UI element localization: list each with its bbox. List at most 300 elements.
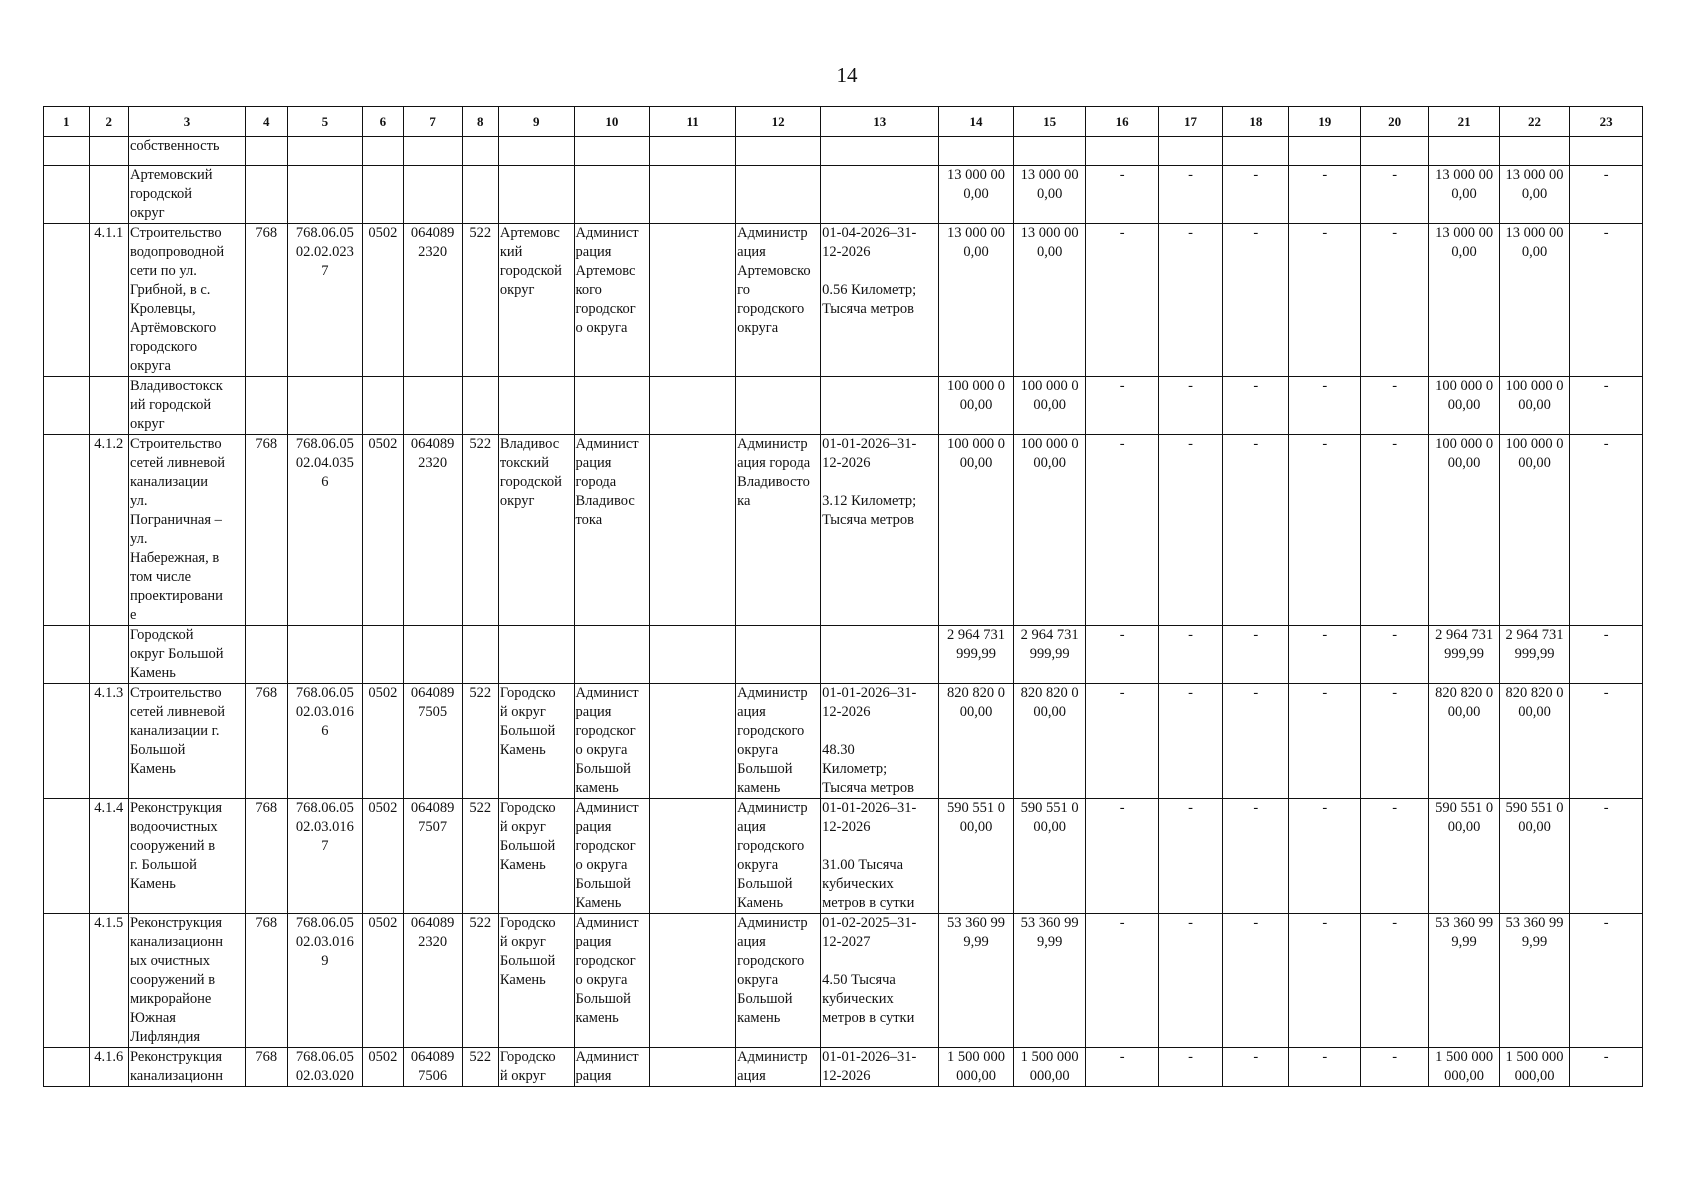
cell-customer bbox=[574, 377, 650, 435]
cell-dash-20-text: - bbox=[1392, 800, 1398, 816]
cell-col7 bbox=[403, 1048, 462, 1087]
cell-col1 bbox=[44, 137, 90, 166]
cell-dash-18 bbox=[1223, 799, 1289, 914]
cell-amount-21 bbox=[1429, 914, 1499, 1048]
cell-dash-20-text: - bbox=[1392, 915, 1398, 931]
cell-dash-17 bbox=[1158, 1048, 1222, 1087]
cell-dash-18 bbox=[1223, 914, 1289, 1048]
cell-col1 bbox=[44, 166, 90, 224]
cell-col23-text: - bbox=[1603, 378, 1609, 394]
group-row bbox=[44, 166, 1643, 224]
cell-dash-17-text: - bbox=[1188, 436, 1193, 452]
column-header: 17 bbox=[1158, 107, 1222, 137]
cell-amount-21 bbox=[1429, 137, 1499, 166]
cell-amount-22-text: 2 964 731 999,99 bbox=[1505, 627, 1564, 662]
cell-name-text: Владивостокск ий городской округ bbox=[129, 378, 223, 432]
cell-amount-21 bbox=[1429, 684, 1499, 799]
cell-name bbox=[128, 1048, 245, 1087]
cell-col7 bbox=[403, 435, 462, 626]
table-row bbox=[44, 224, 1643, 377]
cell-municipality-text: Городско й округ Большой Камень bbox=[499, 800, 556, 873]
cell-amount-14 bbox=[939, 914, 1014, 1048]
cell-amount-22 bbox=[1499, 435, 1569, 626]
cell-col4-text: 768 bbox=[255, 685, 278, 701]
cell-dash-16 bbox=[1086, 377, 1159, 435]
cell-municipality bbox=[498, 166, 574, 224]
cell-dash-18-text: - bbox=[1253, 378, 1259, 394]
cell-dash-16-text: - bbox=[1119, 800, 1125, 816]
cell-col8-text: 522 bbox=[469, 800, 492, 816]
cell-name-text: Реконструкция водоочистных сооружений в г. Большой Камень bbox=[129, 800, 223, 892]
cell-dash-20 bbox=[1360, 799, 1428, 914]
cell-name bbox=[128, 684, 245, 799]
cell-col7-text: 064089 7506 bbox=[410, 1049, 455, 1084]
cell-developer bbox=[736, 224, 821, 377]
column-header: 18 bbox=[1223, 107, 1289, 137]
table-row bbox=[44, 435, 1643, 626]
cell-amount-14 bbox=[939, 377, 1014, 435]
cell-period-capacity bbox=[821, 224, 939, 377]
cell-dash-17 bbox=[1158, 435, 1222, 626]
cell-number-text: 4.1.3 bbox=[94, 685, 124, 701]
column-header: 4 bbox=[246, 107, 287, 137]
cell-customer-text: Админист рация городског о округа Большой камень bbox=[575, 915, 639, 1026]
cell-municipality bbox=[498, 684, 574, 799]
cell-dash-19 bbox=[1289, 914, 1361, 1048]
cell-dash-18-text: - bbox=[1253, 225, 1259, 241]
cell-number bbox=[89, 166, 128, 224]
cell-customer bbox=[574, 684, 650, 799]
cell-col11 bbox=[650, 166, 736, 224]
cell-dash-20 bbox=[1360, 1048, 1428, 1087]
cell-col23-text: - bbox=[1603, 436, 1609, 452]
cell-col7-text: 064089 2320 bbox=[410, 915, 455, 950]
cell-dash-18 bbox=[1223, 224, 1289, 377]
table-row bbox=[44, 914, 1643, 1048]
cell-period-capacity-text: 01-01-2026–31- 12-2026 31.00 Тысяча кубических метров в сутки bbox=[822, 800, 917, 911]
cell-col11 bbox=[650, 684, 736, 799]
cell-amount-21-text: 100 000 0 00,00 bbox=[1435, 378, 1494, 413]
cell-code-text: 768.06.05 02.04.035 6 bbox=[295, 436, 354, 490]
cell-col4 bbox=[246, 377, 287, 435]
cell-number-text: 4.1.6 bbox=[94, 1049, 124, 1065]
budget-table bbox=[43, 106, 1643, 1087]
cell-col23 bbox=[1570, 377, 1643, 435]
cell-code-text: 768.06.05 02.02.023 7 bbox=[295, 225, 354, 279]
cell-customer bbox=[574, 137, 650, 166]
cell-col4 bbox=[246, 914, 287, 1048]
cell-dash-19-text: - bbox=[1322, 436, 1328, 452]
cell-dash-20-text: - bbox=[1392, 378, 1398, 394]
cell-amount-15-text: 590 551 0 00,00 bbox=[1020, 800, 1079, 835]
cell-col23-text: - bbox=[1603, 1049, 1609, 1065]
cell-code-text: 768.06.05 02.03.016 6 bbox=[295, 685, 354, 739]
cell-name-text: Строительство сетей ливневой канализации ул. Пограничная – ул. Набережная, в том числе проектировани е bbox=[129, 436, 225, 623]
cell-developer bbox=[736, 166, 821, 224]
cell-col4 bbox=[246, 166, 287, 224]
cell-period-capacity-text: 01-01-2026–31- 12-2026 3.12 Километр; Тысяча метров bbox=[822, 436, 917, 528]
cell-amount-14 bbox=[939, 166, 1014, 224]
cell-dash-18-text: - bbox=[1253, 627, 1259, 643]
cell-dash-16-text: - bbox=[1119, 1049, 1125, 1065]
cell-municipality-text: Городско й округ Большой Камень bbox=[499, 915, 556, 988]
cell-col8 bbox=[462, 137, 498, 166]
cell-col7 bbox=[403, 914, 462, 1048]
cell-dash-20-text: - bbox=[1392, 685, 1398, 701]
column-header: 12 bbox=[736, 107, 821, 137]
cell-name-text: Артемовский городской округ bbox=[129, 167, 213, 221]
cell-col4 bbox=[246, 684, 287, 799]
cell-period-capacity bbox=[821, 166, 939, 224]
cell-number-text: 4.1.1 bbox=[94, 225, 124, 241]
cell-col4-text: 768 bbox=[255, 1049, 278, 1065]
cell-developer bbox=[736, 684, 821, 799]
cell-amount-14 bbox=[939, 224, 1014, 377]
cell-amount-22 bbox=[1499, 166, 1569, 224]
cell-developer bbox=[736, 914, 821, 1048]
cell-col6 bbox=[363, 914, 403, 1048]
cell-col11 bbox=[650, 799, 736, 914]
cell-amount-21-text: 13 000 00 0,00 bbox=[1435, 225, 1494, 260]
cell-amount-22 bbox=[1499, 914, 1569, 1048]
cell-col1 bbox=[44, 224, 90, 377]
column-header: 8 bbox=[462, 107, 498, 137]
cell-amount-14-text: 53 360 99 9,99 bbox=[947, 915, 1006, 950]
column-header: 21 bbox=[1429, 107, 1499, 137]
column-header: 5 bbox=[287, 107, 363, 137]
cell-dash-20-text: - bbox=[1392, 627, 1398, 643]
cell-dash-20 bbox=[1360, 626, 1428, 684]
cell-dash-19 bbox=[1289, 799, 1361, 914]
cell-dash-18-text: - bbox=[1253, 436, 1259, 452]
cell-col8 bbox=[462, 1048, 498, 1087]
cell-dash-20-text: - bbox=[1392, 225, 1398, 241]
cell-dash-18 bbox=[1223, 435, 1289, 626]
cell-col23 bbox=[1570, 435, 1643, 626]
cell-municipality bbox=[498, 435, 574, 626]
cell-amount-15-text: 13 000 00 0,00 bbox=[1020, 225, 1079, 260]
cell-col23 bbox=[1570, 684, 1643, 799]
cell-col4-text: 768 bbox=[255, 800, 278, 816]
cell-amount-22-text: 100 000 0 00,00 bbox=[1505, 436, 1564, 471]
cell-developer-text: Администр ация городского округа Большой камень bbox=[737, 685, 808, 796]
column-header: 6 bbox=[363, 107, 403, 137]
cell-number bbox=[89, 377, 128, 435]
cell-dash-20-text: - bbox=[1392, 1049, 1398, 1065]
cell-amount-15 bbox=[1013, 137, 1086, 166]
cell-amount-15 bbox=[1013, 626, 1086, 684]
cell-dash-19 bbox=[1289, 435, 1361, 626]
cell-col6-text: 0502 bbox=[368, 225, 398, 241]
cell-dash-19 bbox=[1289, 1048, 1361, 1087]
cell-dash-17-text: - bbox=[1188, 167, 1193, 183]
cell-amount-15 bbox=[1013, 435, 1086, 626]
cell-name-text: Строительство сетей ливневой канализации г. Большой Камень bbox=[129, 685, 225, 777]
cell-developer bbox=[736, 435, 821, 626]
cell-customer-text: Админист рация bbox=[575, 1049, 639, 1084]
cell-code bbox=[287, 435, 363, 626]
cell-col6-text: 0502 bbox=[368, 800, 398, 816]
cell-municipality bbox=[498, 1048, 574, 1087]
cell-customer-text: Админист рация городског о округа Большой Камень bbox=[575, 800, 639, 911]
cell-customer bbox=[574, 914, 650, 1048]
cell-name-text: Реконструкция канализационн ых очистных сооружений в микрорайоне Южная Лифляндия bbox=[129, 915, 224, 1045]
cell-col8 bbox=[462, 224, 498, 377]
cell-amount-22 bbox=[1499, 137, 1569, 166]
cell-dash-17 bbox=[1158, 914, 1222, 1048]
cell-number-text: 4.1.4 bbox=[94, 800, 124, 816]
cell-col7 bbox=[403, 626, 462, 684]
cell-col6 bbox=[363, 626, 403, 684]
cell-col4-text: 768 bbox=[255, 225, 278, 241]
cell-period-capacity bbox=[821, 626, 939, 684]
cell-dash-16-text: - bbox=[1119, 225, 1125, 241]
cell-developer bbox=[736, 1048, 821, 1087]
cell-amount-15 bbox=[1013, 224, 1086, 377]
cell-col7-text: 064089 2320 bbox=[410, 225, 455, 260]
cell-col11 bbox=[650, 626, 736, 684]
cell-amount-14-text: 13 000 00 0,00 bbox=[947, 167, 1006, 202]
cell-col11 bbox=[650, 914, 736, 1048]
cell-municipality bbox=[498, 626, 574, 684]
cell-dash-17 bbox=[1158, 166, 1222, 224]
cell-dash-16-text: - bbox=[1119, 436, 1125, 452]
cell-developer-text: Администр ация городского округа Большой камень bbox=[737, 915, 808, 1026]
cell-dash-17-text: - bbox=[1188, 685, 1193, 701]
cell-amount-14 bbox=[939, 684, 1014, 799]
cell-col8 bbox=[462, 435, 498, 626]
cell-municipality bbox=[498, 914, 574, 1048]
cell-name bbox=[128, 166, 245, 224]
cell-amount-22-text: 13 000 00 0,00 bbox=[1505, 225, 1564, 260]
cell-col4 bbox=[246, 799, 287, 914]
cell-col4 bbox=[246, 224, 287, 377]
cell-name bbox=[128, 377, 245, 435]
cell-dash-17-text: - bbox=[1188, 915, 1193, 931]
cell-amount-15 bbox=[1013, 166, 1086, 224]
cell-dash-17 bbox=[1158, 626, 1222, 684]
column-header: 2 bbox=[89, 107, 128, 137]
cell-code bbox=[287, 626, 363, 684]
cell-customer bbox=[574, 799, 650, 914]
cell-number bbox=[89, 1048, 128, 1087]
cell-name-text: Городской округ Большой Камень bbox=[129, 627, 224, 681]
cell-dash-19 bbox=[1289, 626, 1361, 684]
cell-amount-22-text: 1 500 000 000,00 bbox=[1505, 1049, 1564, 1084]
page-number: 14 bbox=[836, 63, 858, 87]
cell-developer bbox=[736, 377, 821, 435]
cell-dash-20 bbox=[1360, 166, 1428, 224]
cell-period-capacity-text: 01-01-2026–31- 12-2026 bbox=[822, 1049, 917, 1084]
cell-municipality bbox=[498, 377, 574, 435]
cell-amount-14 bbox=[939, 799, 1014, 914]
column-header: 23 bbox=[1570, 107, 1643, 137]
cell-col23 bbox=[1570, 799, 1643, 914]
cell-code-text: 768.06.05 02.03.020 bbox=[295, 1049, 354, 1084]
column-header: 10 bbox=[574, 107, 650, 137]
cell-amount-15 bbox=[1013, 799, 1086, 914]
cell-code bbox=[287, 166, 363, 224]
cell-name bbox=[128, 224, 245, 377]
cell-developer-text: Администр ация городского округа Большой Камень bbox=[737, 800, 808, 911]
group-row bbox=[44, 137, 1643, 166]
cell-amount-14 bbox=[939, 137, 1014, 166]
cell-col6 bbox=[363, 166, 403, 224]
cell-amount-15 bbox=[1013, 1048, 1086, 1087]
table-header-row bbox=[44, 107, 1643, 137]
cell-municipality-text: Городско й округ bbox=[499, 1049, 556, 1084]
cell-amount-21 bbox=[1429, 377, 1499, 435]
cell-dash-17 bbox=[1158, 377, 1222, 435]
cell-customer bbox=[574, 224, 650, 377]
cell-name bbox=[128, 626, 245, 684]
cell-col8 bbox=[462, 799, 498, 914]
cell-dash-18 bbox=[1223, 684, 1289, 799]
cell-col1 bbox=[44, 377, 90, 435]
cell-dash-16-text: - bbox=[1119, 915, 1125, 931]
cell-col1 bbox=[44, 1048, 90, 1087]
cell-developer-text: Администр ация bbox=[737, 1049, 808, 1084]
cell-dash-19-text: - bbox=[1322, 167, 1328, 183]
cell-amount-14-text: 13 000 00 0,00 bbox=[947, 225, 1006, 260]
column-header: 11 bbox=[650, 107, 736, 137]
cell-dash-19 bbox=[1289, 137, 1361, 166]
cell-number bbox=[89, 799, 128, 914]
cell-customer bbox=[574, 166, 650, 224]
cell-municipality bbox=[498, 224, 574, 377]
cell-dash-19-text: - bbox=[1322, 378, 1328, 394]
cell-code bbox=[287, 137, 363, 166]
cell-col6 bbox=[363, 377, 403, 435]
cell-dash-17-text: - bbox=[1188, 378, 1193, 394]
cell-period-capacity bbox=[821, 914, 939, 1048]
cell-dash-16-text: - bbox=[1119, 167, 1125, 183]
table-row bbox=[44, 1048, 1643, 1087]
cell-amount-15-text: 2 964 731 999,99 bbox=[1020, 627, 1079, 662]
cell-amount-22 bbox=[1499, 684, 1569, 799]
cell-amount-15-text: 13 000 00 0,00 bbox=[1020, 167, 1079, 202]
cell-col7 bbox=[403, 377, 462, 435]
cell-name bbox=[128, 914, 245, 1048]
cell-dash-17 bbox=[1158, 137, 1222, 166]
cell-number bbox=[89, 137, 128, 166]
cell-period-capacity-text: 01-01-2026–31- 12-2026 48.30 Километр; Тысяча метров bbox=[822, 685, 917, 796]
cell-number bbox=[89, 435, 128, 626]
cell-col8 bbox=[462, 914, 498, 1048]
cell-col23-text: - bbox=[1603, 685, 1609, 701]
cell-dash-19-text: - bbox=[1322, 225, 1328, 241]
column-header: 19 bbox=[1289, 107, 1361, 137]
column-header: 1 bbox=[44, 107, 90, 137]
cell-col8-text: 522 bbox=[469, 436, 492, 452]
cell-dash-19-text: - bbox=[1322, 685, 1328, 701]
cell-col1 bbox=[44, 914, 90, 1048]
cell-dash-16-text: - bbox=[1119, 627, 1125, 643]
cell-code bbox=[287, 377, 363, 435]
cell-amount-21-text: 53 360 99 9,99 bbox=[1435, 915, 1494, 950]
column-header: 9 bbox=[498, 107, 574, 137]
cell-dash-20-text: - bbox=[1392, 167, 1398, 183]
cell-dash-19-text: - bbox=[1322, 627, 1328, 643]
cell-dash-18-text: - bbox=[1253, 915, 1259, 931]
cell-customer bbox=[574, 1048, 650, 1087]
cell-dash-19 bbox=[1289, 224, 1361, 377]
cell-dash-19-text: - bbox=[1322, 915, 1328, 931]
cell-col6-text: 0502 bbox=[368, 685, 398, 701]
cell-col7 bbox=[403, 224, 462, 377]
cell-amount-22 bbox=[1499, 1048, 1569, 1087]
cell-col8 bbox=[462, 626, 498, 684]
cell-col4 bbox=[246, 137, 287, 166]
cell-amount-22 bbox=[1499, 799, 1569, 914]
cell-dash-17-text: - bbox=[1188, 627, 1193, 643]
cell-municipality bbox=[498, 137, 574, 166]
cell-period-capacity bbox=[821, 137, 939, 166]
cell-col8 bbox=[462, 166, 498, 224]
cell-amount-15-text: 820 820 0 00,00 bbox=[1020, 685, 1079, 720]
cell-amount-22-text: 13 000 00 0,00 bbox=[1505, 167, 1564, 202]
cell-col11 bbox=[650, 377, 736, 435]
cell-name-text: Строительство водопроводной сети по ул. Грибной, в с. Кролевцы, Артёмовского городского округа bbox=[129, 225, 225, 374]
cell-customer-text: Админист рация города Владивос тока bbox=[575, 436, 639, 528]
cell-dash-16 bbox=[1086, 137, 1159, 166]
cell-number bbox=[89, 684, 128, 799]
cell-amount-15-text: 100 000 0 00,00 bbox=[1020, 378, 1079, 413]
cell-amount-15-text: 100 000 0 00,00 bbox=[1020, 436, 1079, 471]
cell-name-text: собственность bbox=[129, 138, 220, 154]
cell-col7 bbox=[403, 137, 462, 166]
cell-dash-18 bbox=[1223, 137, 1289, 166]
cell-dash-18-text: - bbox=[1253, 800, 1259, 816]
cell-col8 bbox=[462, 377, 498, 435]
cell-period-capacity bbox=[821, 435, 939, 626]
cell-col23 bbox=[1570, 1048, 1643, 1087]
cell-code-text: 768.06.05 02.03.016 9 bbox=[295, 915, 354, 969]
cell-dash-17 bbox=[1158, 799, 1222, 914]
cell-developer bbox=[736, 137, 821, 166]
cell-name bbox=[128, 137, 245, 166]
cell-col11 bbox=[650, 435, 736, 626]
cell-col7 bbox=[403, 684, 462, 799]
cell-col7 bbox=[403, 166, 462, 224]
cell-dash-19 bbox=[1289, 166, 1361, 224]
column-header: 3 bbox=[128, 107, 245, 137]
column-header: 16 bbox=[1086, 107, 1159, 137]
cell-col8-text: 522 bbox=[469, 685, 492, 701]
cell-dash-17-text: - bbox=[1188, 1049, 1193, 1065]
cell-customer-text: Админист рация Артемовс кого городског о округа bbox=[575, 225, 639, 336]
cell-dash-19 bbox=[1289, 377, 1361, 435]
cell-dash-18 bbox=[1223, 1048, 1289, 1087]
cell-dash-16 bbox=[1086, 166, 1159, 224]
table-row bbox=[44, 684, 1643, 799]
cell-amount-21 bbox=[1429, 224, 1499, 377]
cell-amount-14-text: 100 000 0 00,00 bbox=[947, 378, 1006, 413]
cell-amount-21 bbox=[1429, 166, 1499, 224]
cell-dash-16-text: - bbox=[1119, 685, 1125, 701]
cell-number bbox=[89, 224, 128, 377]
cell-municipality-text: Владивос токский городской округ bbox=[499, 436, 562, 509]
cell-dash-16 bbox=[1086, 684, 1159, 799]
cell-dash-16 bbox=[1086, 224, 1159, 377]
cell-dash-16 bbox=[1086, 799, 1159, 914]
cell-col8-text: 522 bbox=[469, 1049, 492, 1065]
cell-col6-text: 0502 bbox=[368, 915, 398, 931]
cell-col23 bbox=[1570, 166, 1643, 224]
cell-amount-15 bbox=[1013, 377, 1086, 435]
cell-period-capacity-text: 01-04-2026–31- 12-2026 0.56 Километр; Тысяча метров bbox=[822, 225, 917, 317]
cell-dash-20 bbox=[1360, 224, 1428, 377]
